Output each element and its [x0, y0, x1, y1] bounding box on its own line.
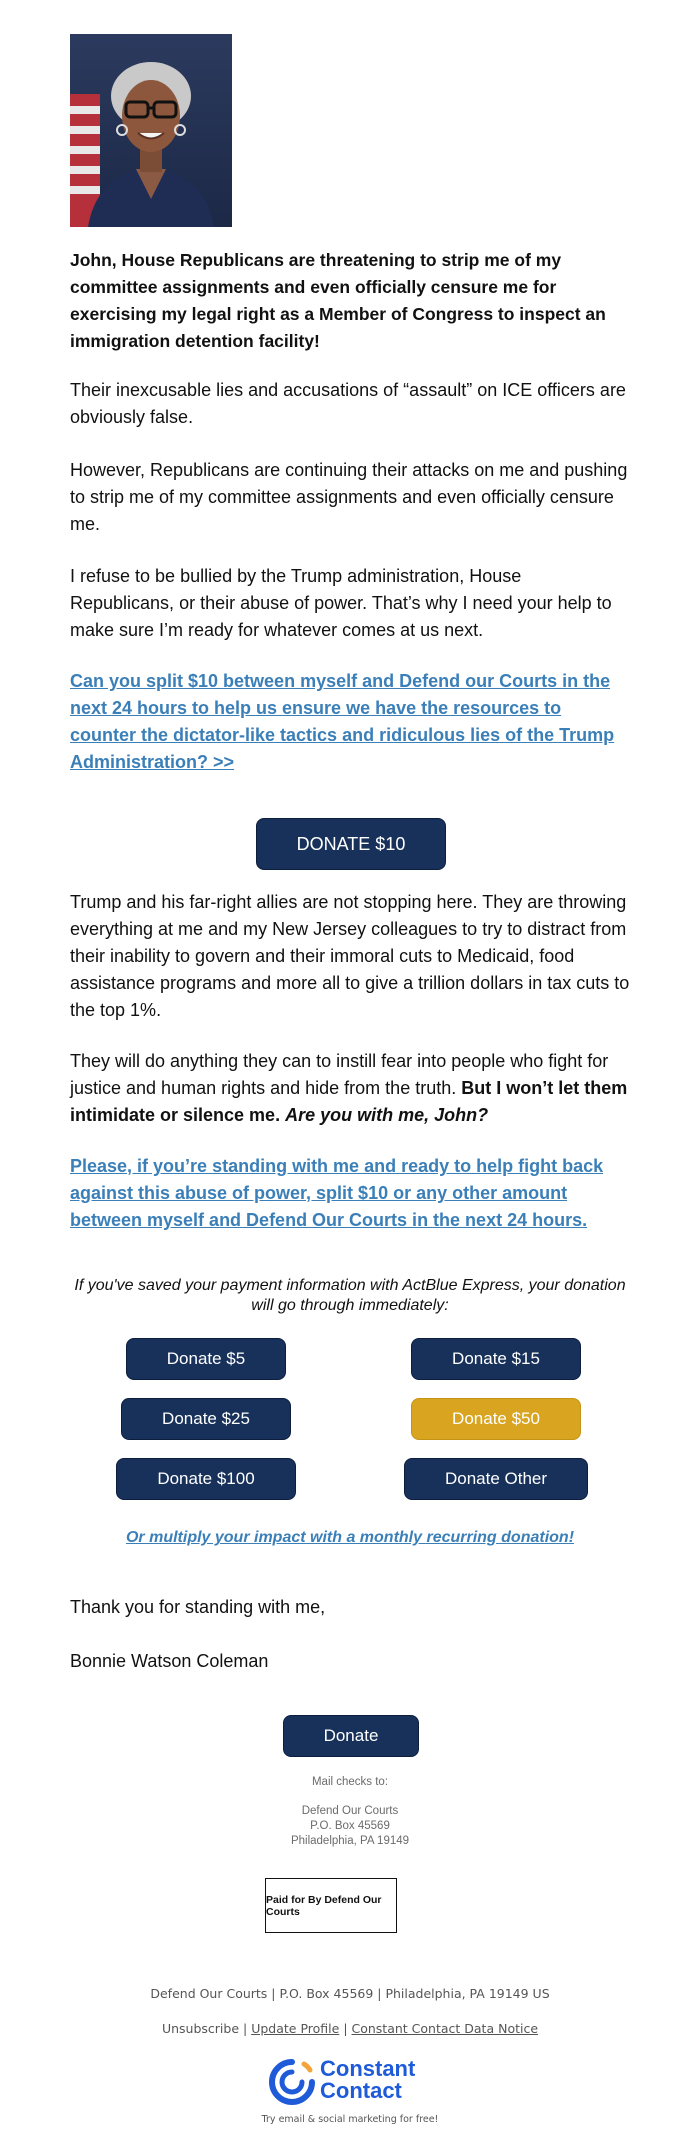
portrait-image — [70, 34, 232, 227]
paragraph-lies: Their inexcusable lies and accusations of “assault” on ICE officers are obviously false. — [70, 380, 626, 427]
constant-contact-logo[interactable] — [268, 2058, 438, 2108]
footer-separator: | — [343, 2021, 352, 2036]
donate-15-button[interactable]: Donate $15 — [411, 1338, 581, 1380]
fear-text: They will do anything they can to instill fear into people who fight for justice and human rights and hide from the truth. — [70, 1051, 609, 1098]
paid-for-disclaimer: Paid for By Defend Our Courts — [265, 1878, 397, 1933]
question-text: Are you with me, John? — [285, 1105, 489, 1125]
paragraph-refuse: I refuse to be bullied by the Trump administration, House Republicans, or their abuse of power. That’s why I need your help to make sure I’m ready for whatever comes at us next. — [70, 566, 612, 640]
candidate-photo — [70, 34, 232, 227]
mail-checks-label: Mail checks to: — [311, 1776, 389, 1788]
donate-50-button[interactable]: Donate $50 — [411, 1398, 581, 1440]
signature-name: Bonnie Watson Coleman — [70, 1651, 269, 1671]
paragraph-trump-allies: Trump and his far-right allies are not stopping here. They are throwing everything at me and my New Jersey colleagues to try to distract from their inability to govern and their immoral cuts to Medicaid, food assistance programs and more all to give a trillion dollars in tax cuts to the top 1%. — [70, 892, 630, 1020]
intro-headline: John, House Republicans are threatening to strip me of my committee assignments and even officially censure me for exercising my legal right as a Member of Congress to inspect an immigration detention facility! — [70, 250, 606, 351]
cc-brand-line2: Contact — [320, 2078, 402, 2103]
recurring-donation-link[interactable]: Or multiply your impact with a monthly recurring donation! — [125, 1529, 575, 1546]
cc-tagline: Try email & social marketing for free! — [261, 2114, 439, 2125]
donate-other-button[interactable]: Donate Other — [404, 1458, 588, 1500]
donate-25-button[interactable]: Donate $25 — [121, 1398, 291, 1440]
footer-separator: | — [243, 2021, 252, 2036]
split-any-amount-link[interactable]: Please, if you’re standing with me and ready to help fight back against this abuse of power, split $10 or any other amount between myself and Defend Our Courts in the next 24 hours. — [70, 1156, 604, 1230]
cc-brand-line1: Constant — [320, 2056, 416, 2081]
footer-links — [0, 2021, 700, 2036]
mail-city: Philadelphia, PA 19149 — [290, 1835, 410, 1847]
paragraph-attacks: However, Republicans are continuing their attacks on me and pushing to strip me of my committee assignments and even officially censure me. — [70, 460, 628, 534]
mail-po-box: P.O. Box 45569 — [310, 1820, 390, 1832]
update-profile-link[interactable]: Update Profile — [251, 2021, 340, 2036]
mail-org-name: Defend Our Courts — [301, 1805, 399, 1817]
data-notice-link[interactable]: Constant Contact Data Notice — [351, 2021, 539, 2036]
split-donation-link[interactable]: Can you split $10 between myself and Defend our Courts in the next 24 hours to help us ensure we have the resources to counter the dictator-like tactics and ridiculous lies of the Trump Administration? >> — [70, 671, 615, 772]
donate-100-button[interactable]: Donate $100 — [116, 1458, 296, 1500]
donate-5-button[interactable]: Donate $5 — [126, 1338, 286, 1380]
footer-address: Defend Our Courts | P.O. Box 45569 | Philadelphia, PA 19149 US — [150, 1986, 550, 2001]
closing-text: Thank you for standing with me, — [70, 1597, 326, 1617]
fear-bold-text: But I won’t let them intimidate or silence me. — [70, 1078, 628, 1125]
donate-10-button[interactable]: DONATE $10 — [256, 818, 446, 870]
paragraph-fear — [70, 1048, 630, 1129]
actblue-express-note: If you've saved your payment information with ActBlue Express, your donation will go through immediately: — [74, 1277, 626, 1314]
constant-contact-icon — [268, 2058, 316, 2106]
unsubscribe-link[interactable]: Unsubscribe — [161, 2021, 240, 2036]
donate-footer-button[interactable]: Donate — [283, 1715, 419, 1757]
